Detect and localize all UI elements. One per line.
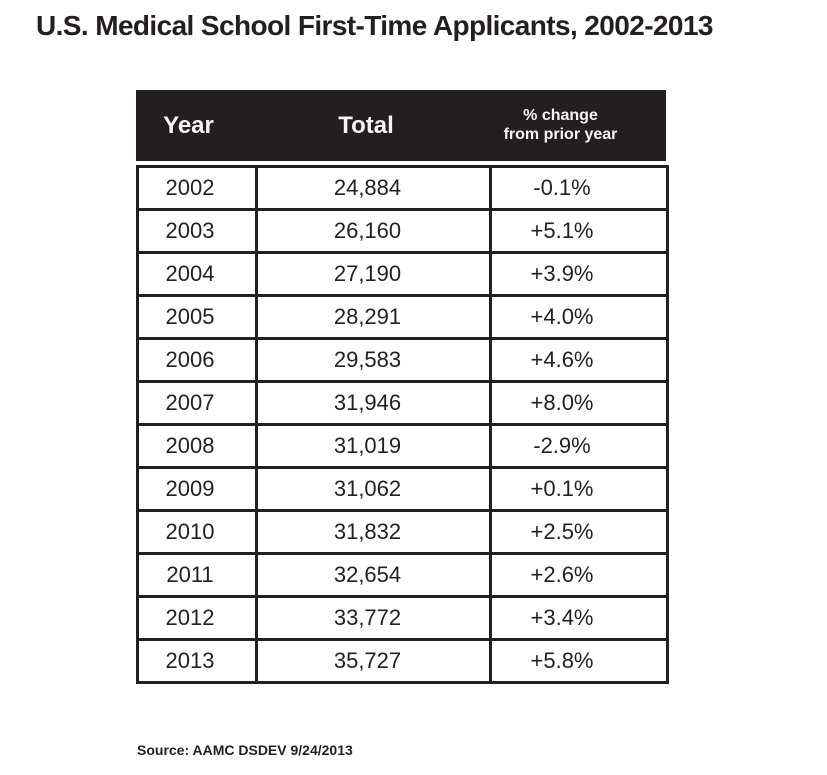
cell-pct-change: -0.1% bbox=[491, 167, 668, 210]
cell-pct-change: +5.1% bbox=[491, 210, 668, 253]
cell-total: 28,291 bbox=[257, 296, 491, 339]
page-title: U.S. Medical School First-Time Applicants, 2002-2013 bbox=[36, 10, 713, 41]
cell-pct-change: -2.9% bbox=[491, 425, 668, 468]
cell-total: 31,832 bbox=[257, 511, 491, 554]
cell-year: 2011 bbox=[138, 554, 257, 597]
cell-total: 27,190 bbox=[257, 253, 491, 296]
cell-total: 26,160 bbox=[257, 210, 491, 253]
cell-total: 31,062 bbox=[257, 468, 491, 511]
cell-year: 2008 bbox=[138, 425, 257, 468]
cell-year: 2012 bbox=[138, 597, 257, 640]
table-row bbox=[138, 597, 668, 640]
cell-pct-change: +4.6% bbox=[491, 339, 668, 382]
table-row bbox=[138, 339, 668, 382]
cell-year: 2013 bbox=[138, 640, 257, 683]
table-row bbox=[138, 253, 668, 296]
cell-total: 32,654 bbox=[257, 554, 491, 597]
column-header-pct-change bbox=[489, 107, 666, 145]
pct-header-line2: from prior year bbox=[503, 125, 618, 143]
table-row bbox=[138, 425, 668, 468]
cell-year: 2007 bbox=[138, 382, 257, 425]
cell-pct-change: +3.9% bbox=[491, 253, 668, 296]
table-row bbox=[138, 167, 668, 210]
cell-year: 2010 bbox=[138, 511, 257, 554]
cell-year: 2005 bbox=[138, 296, 257, 339]
table-header-row bbox=[136, 90, 666, 161]
cell-pct-change: +5.8% bbox=[491, 640, 668, 683]
source-note: Source: AAMC DSDEV 9/24/2013 bbox=[137, 742, 353, 758]
cell-total: 31,019 bbox=[257, 425, 491, 468]
cell-pct-change: +4.0% bbox=[491, 296, 668, 339]
cell-year: 2002 bbox=[138, 167, 257, 210]
cell-year: 2004 bbox=[138, 253, 257, 296]
applicants-table bbox=[136, 90, 666, 684]
table-row bbox=[138, 511, 668, 554]
cell-year: 2009 bbox=[138, 468, 257, 511]
table-row bbox=[138, 382, 668, 425]
cell-total: 35,727 bbox=[257, 640, 491, 683]
cell-year: 2006 bbox=[138, 339, 257, 382]
table-row bbox=[138, 468, 668, 511]
table-body bbox=[136, 165, 669, 684]
cell-pct-change: +8.0% bbox=[491, 382, 668, 425]
cell-year: 2003 bbox=[138, 210, 257, 253]
cell-total: 31,946 bbox=[257, 382, 491, 425]
table-row bbox=[138, 210, 668, 253]
cell-total: 29,583 bbox=[257, 339, 491, 382]
cell-total: 33,772 bbox=[257, 597, 491, 640]
cell-pct-change: +3.4% bbox=[491, 597, 668, 640]
cell-pct-change: +2.6% bbox=[491, 554, 668, 597]
table-row bbox=[138, 554, 668, 597]
pct-header-line1: % change bbox=[523, 106, 598, 124]
column-header-year: Year bbox=[163, 111, 214, 139]
cell-total: 24,884 bbox=[257, 167, 491, 210]
table-row bbox=[138, 640, 668, 683]
table-row bbox=[138, 296, 668, 339]
cell-pct-change: +0.1% bbox=[491, 468, 668, 511]
cell-pct-change: +2.5% bbox=[491, 511, 668, 554]
column-header-total: Total bbox=[338, 111, 394, 139]
